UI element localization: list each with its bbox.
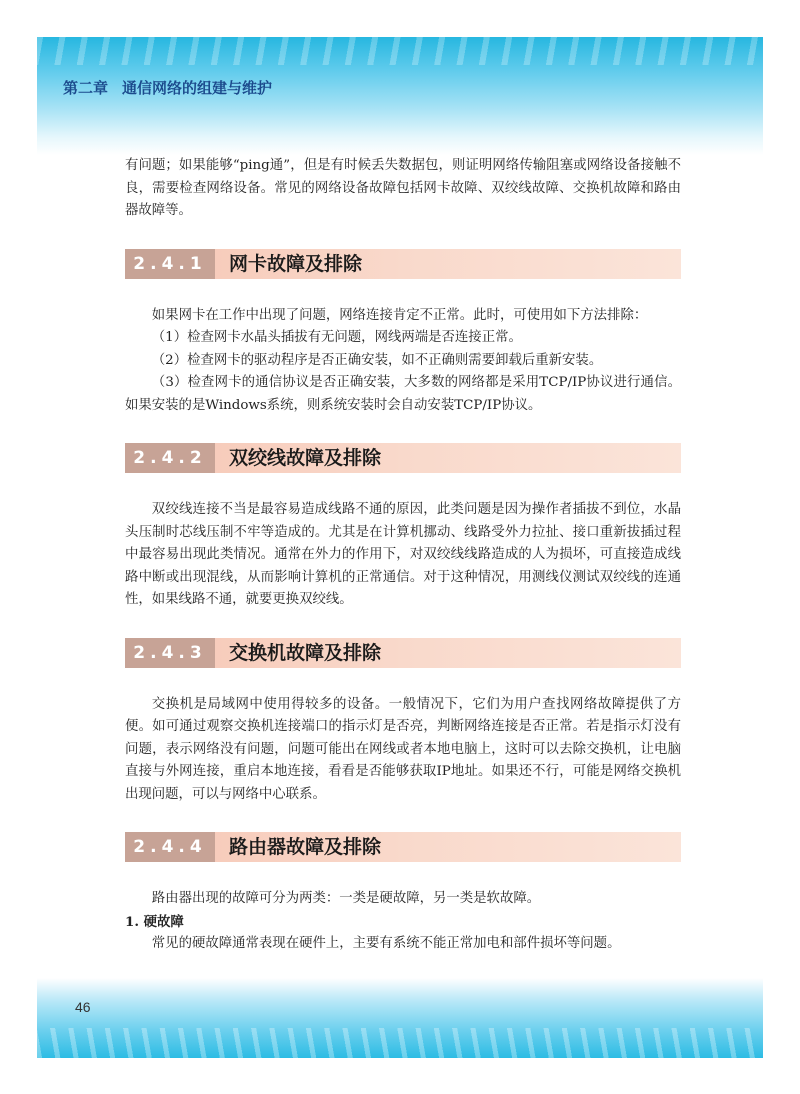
running-header [63, 77, 272, 98]
paragraph: 如果网卡在工作中出现了问题，网络连接肯定不正常。此时，可使用如下方法排除： [151, 307, 648, 323]
intro-paragraph: 有问题；如果能够“ping通”，但是有时候丢失数据包，则证明网络传输阻塞或网络设备接触不良，需要检查网络设备。常见的网络设备故障包括网卡故障、双绞线故障、交换机故障和路由器故障等。 [125, 158, 681, 218]
list-item: （1）检查网卡水晶头插拔有无问题，网线两端是否连接正常。 [151, 330, 522, 345]
book-page [37, 37, 763, 1058]
section-heading-2-4-1 [125, 249, 681, 279]
list-item: （2）检查网卡的驱动程序是否正确安装，如不正确则需要卸载后重新安装。 [151, 352, 603, 368]
section-title: 双绞线故障及排除 [229, 447, 382, 469]
page-number: 46 [75, 999, 91, 1015]
section-title: 路由器故障及排除 [229, 836, 382, 858]
paragraph: 交换机是局域网中使用得较多的设备。一般情况下，它们为用户查找网络故障提供了方便。如可通过观察交换机连接端口的指示灯是否亮，判断网络连接是否正常。若是指示灯没有问题，表示网络没有问题，问题可能出在网线或者本地电脑上，这时可以去除交换机，让电脑直接与外网连接，重启本地连接，看看是否能够获取IP地址。如果还不行，可能是网络交换机出现问题，可以与网络中心联系。 [125, 696, 681, 802]
section-heading-2-4-3 [125, 638, 681, 668]
page-content [125, 155, 681, 956]
section-title: 网卡故障及排除 [229, 252, 363, 275]
section-number: 2.4.2 [125, 443, 215, 473]
chapter-title: 通信网络的组建与维护 [122, 79, 273, 97]
paragraph: 路由器出现的故障可分为两类：一类是硬故障，另一类是软故障。 [151, 891, 541, 906]
footer-banner [37, 978, 763, 1058]
section-number: 2.4.1 [125, 249, 215, 279]
paragraph: 双绞线连接不当是最容易造成线路不通的原因，此类问题是因为操作者插拔不到位，水晶头压制时芯线压制不牢等造成的。尤其是在计算机挪动、线路受外力拉扯、接口重新拔插过程中最容易出现此类情况。通常在外力的作用下，对双绞线线路造成的人为损坏，可直接造成线路中断或出现混线，从而影响计算机的正常通信。对于这种情况，用测线仪测试双绞线的连通性，如果线路不通，就要更换双绞线。 [125, 502, 681, 607]
section-heading-2-4-4 [125, 832, 681, 862]
section-number: 2.4.3 [125, 638, 215, 668]
paragraph: 常见的硬故障通常表现在硬件上，主要有系统不能正常加电和部件损坏等问题。 [151, 936, 621, 951]
section-heading-2-4-2 [125, 443, 681, 473]
section-title: 交换机故障及排除 [229, 641, 382, 664]
chapter-label: 第二章 [63, 79, 109, 97]
section-number: 2.4.4 [125, 832, 215, 862]
subheading: 1. 硬故障 [125, 913, 184, 930]
list-item: （3）检查网卡的通信协议是否正确安装，大多数的网络都是采用TCP/IP协议进行通信。如果安装的是Windows系统，则系统安装时会自动安装TCP/IP协议。 [125, 375, 681, 413]
